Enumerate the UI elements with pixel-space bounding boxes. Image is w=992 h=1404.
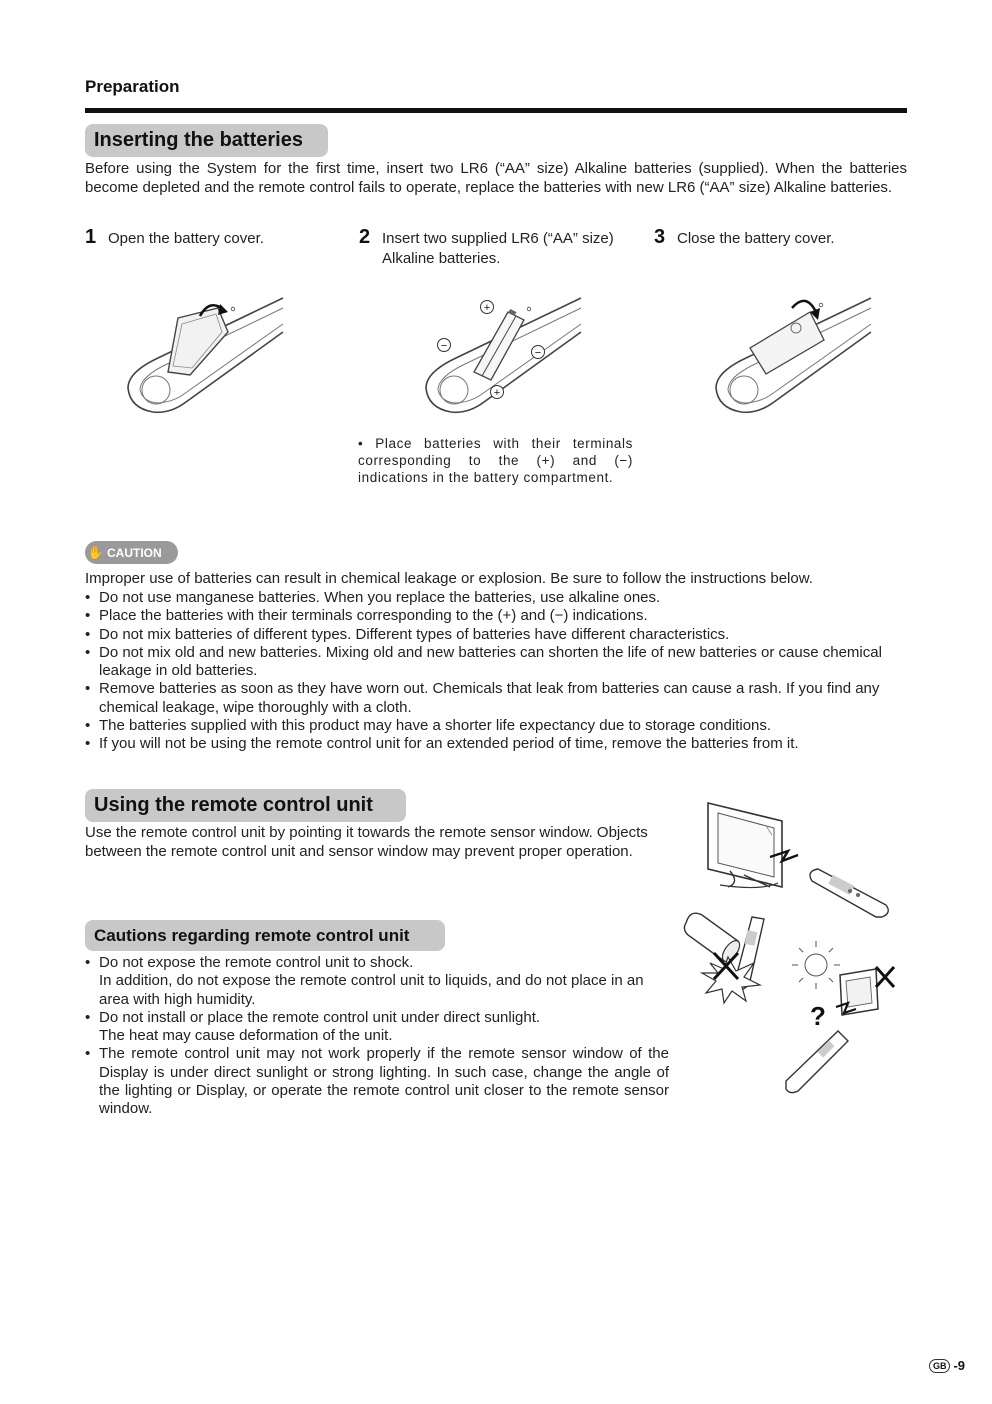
region-badge: GB (929, 1359, 951, 1373)
list-item: • The batteries supplied with this product may have a shorter life expectancy due to storage conditions. (85, 717, 907, 735)
list-item-line: • Do not install or place the remote control unit under direct sunlight. (99, 1008, 541, 1026)
close-battery-cover-illustration (706, 290, 881, 425)
list-item (85, 1009, 669, 1046)
list-item-line: In addition, do not expose the remote control unit to liquids, and do not place in an area with high humidity. (99, 972, 644, 1008)
list-item-line: The heat may cause deformation of the unit. (99, 1027, 393, 1045)
minus-symbol: − (534, 347, 542, 359)
page-number (929, 1358, 965, 1373)
step-2-number: 2 (359, 226, 371, 248)
caution-label: CAUTION (107, 545, 162, 560)
minus-symbol: − (440, 340, 448, 352)
inserting-intro: Before using the System for the first time, insert two LR6 (“AA” size) Alkaline batteries (supplied). When the batteries become depleted and the remote control fails to operate, replace the batteries with new LR6 (“AA” size) Alkaline batteries. (85, 160, 907, 196)
plus-symbol: + (493, 387, 501, 399)
insert-batteries-illustration (416, 290, 591, 425)
list-item (85, 1045, 669, 1118)
step-3-number: 3 (654, 226, 666, 248)
list-item-line: • The remote control unit may not work properly if the remote sensor window of the Display is under direct sunlight or strong lighting. In such case, change the angle of the lighting or Display, or operate the remote control unit closer to the remote sensor window. (99, 1045, 669, 1118)
step-2-text: Insert two supplied LR6 (“AA” size) Alkaline batteries. (382, 230, 614, 267)
caution-intro: Improper use of batteries can result in chemical leakage or explosion. Be sure to follow the instructions below. (85, 570, 813, 587)
step-1-number: 1 (85, 226, 97, 248)
page-number-text: -9 (953, 1358, 965, 1373)
section-label: Preparation (85, 77, 180, 96)
inserting-batteries-heading: Inserting the batteries (85, 124, 328, 157)
using-remote-text: Use the remote control unit by pointing it towards the remote sensor window. Objects between the remote control unit and sensor window may prevent proper operation. (85, 824, 648, 860)
open-battery-cover-illustration (118, 290, 293, 425)
list-item: • Do not mix old and new batteries. Mixing old and new batteries can shorten the life of new batteries or cause chemical leakage in old batteries. (85, 644, 907, 681)
list-item: • Remove batteries as soon as they have worn out. Chemicals that leak from batteries can cause a rash. If you find any chemical leakage, wipe thoroughly with a cloth. (85, 680, 907, 717)
list-item: • Do not mix batteries of different types. Different types of batteries have different characteristics. (85, 626, 907, 644)
cautions-remote-list (85, 954, 669, 1119)
using-remote-heading: Using the remote control unit (85, 789, 406, 822)
list-item: • If you will not be using the remote control unit for an extended period of time, remove the batteries from it. (85, 735, 907, 753)
cautions-remote-heading: Cautions regarding remote control unit (85, 920, 445, 951)
list-item: • Place the batteries with their terminals corresponding to the (+) and (−) indications. (85, 607, 907, 625)
list-item: • Do not use manganese batteries. When you replace the batteries, use alkaline ones. (85, 589, 907, 607)
header-rule (85, 108, 907, 113)
cross-icon (876, 967, 894, 987)
hand-warning-icon: ✋ (87, 544, 105, 560)
sun-icon (792, 941, 840, 989)
list-item (85, 954, 669, 1009)
step-3-text: Close the battery cover. (677, 230, 835, 247)
list-item-line: • Do not expose the remote control unit to shock. (99, 954, 414, 971)
caution-list (85, 589, 907, 754)
question-mark: ? (810, 1001, 826, 1031)
battery-placement-note: • Place batteries with their terminals corresponding to the (+) and (−) indications in the battery compartment. (358, 436, 633, 485)
caution-badge (85, 541, 178, 564)
step-1-text: Open the battery cover. (108, 230, 264, 247)
remote-cautions-illustration (680, 905, 900, 1095)
plus-symbol: + (483, 302, 491, 314)
